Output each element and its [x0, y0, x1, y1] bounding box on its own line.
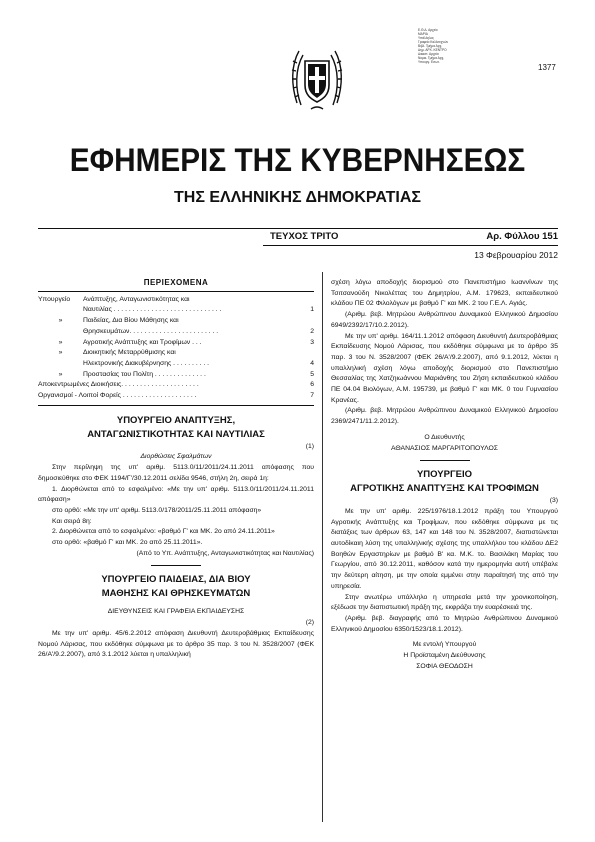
toc-key: » [58, 370, 63, 378]
stamp-line: Γραφείο Καλλιτεχνών [418, 40, 449, 44]
toc-key: » [58, 338, 63, 346]
paragraph: στο ορθό: «βαθμό Γ' και ΜΚ. 2ο από 25.11.2011». [52, 539, 203, 547]
signatory-name: ΣΟΦΙΑ ΘΕΟΔΟΣΗ [416, 662, 473, 670]
decision-number: (2) [305, 619, 314, 627]
ministry-heading [38, 414, 314, 442]
toc-row[interactable] [38, 338, 314, 349]
ministry-heading [38, 573, 314, 601]
paragraph: (Αριθμ. βεβ. Μητρώου Ανθρώπινου Δυναμικού Ελληνικού Δημοσίου 6949/2392/17/10.2.2012). [331, 311, 558, 329]
toc-page [304, 316, 314, 327]
toc-text: Προστασίας του Πολίτη . . . . . . . . . . . . . . [83, 370, 206, 378]
table-of-contents [38, 295, 314, 402]
toc-bottom-rule [38, 405, 314, 406]
toc-page: 7 [310, 392, 314, 400]
toc-page: 3 [310, 338, 314, 346]
paragraph: στο ορθό: «Με την υπ' αριθμ. 5113.0/178/2011/25.11.2011 απόφαση» [52, 506, 262, 514]
stamp-line: Δημ. ΑΡΧ. ΚΕΝΤΡΟ [418, 48, 447, 52]
paragraph: 1. Διορθώνεται από το εσφαλμένο: «Με την υπ' αριθμ. 5113.0/11/2011/24.11.2011 απόφαση» [38, 485, 314, 504]
ministry-heading-line: ΜΑΘΗΣΗΣ ΚΑΙ ΘΡΗΣΚΕΥΜΑΤΩΝ [101, 588, 251, 600]
toc-row[interactable] [38, 316, 314, 327]
right-column [331, 278, 558, 673]
toc-row[interactable] [38, 370, 314, 381]
ministry-heading-line: ΥΠΟΥΡΓΕΙΟ [416, 469, 473, 481]
newspaper-subtitle: ΤΗΣ ΕΛΛΗΝΙΚΗΣ ΔΗΜΟΚΡΑΤΙΑΣ [174, 189, 421, 206]
ministry-heading [331, 468, 558, 496]
section-separator [420, 460, 470, 461]
ministry-heading-line: ΥΠΟΥΡΓΕΙΟ ΠΑΙΔΕΙΑΣ, ΔΙΑ ΒΙΟΥ [101, 574, 251, 586]
toc-row[interactable] [38, 391, 314, 402]
toc-key [38, 327, 83, 338]
toc-text: Παιδείας, Δια Βίου Μάθησης και [83, 317, 179, 325]
toc-row[interactable] [38, 327, 314, 338]
stamp-line: ΜΑΡΙΑ [418, 32, 428, 36]
sub-heading: ΔΙΕΥΘΥΝΣΕΙΣ ΚΑΙ ΓΡΑΦΕΙΑ ΕΚΠΑΙΔΕΥΣΗΣ [107, 608, 245, 616]
paragraph: 2. Διορθώνεται από το εσφαλμένο: «βαθμό Γ' και ΜΚ. 2ο από 24.11.2011» [52, 528, 275, 536]
ministry-heading-line: ΑΝΤΑΓΩΝΙΣΤΙΚΟΤΗΤΑΣ ΚΑΙ ΝΑΥΤΙΛΙΑΣ [87, 428, 265, 440]
stamp-line: Ε.Θ.Δ. Αρχείο [418, 28, 438, 32]
stamp-line: Βιβλ. Τμήμα Αρχ. [418, 44, 443, 48]
column-divider [322, 272, 323, 822]
toc-row[interactable] [38, 295, 314, 306]
toc-page [304, 348, 314, 359]
page-number: 1377 [538, 63, 556, 72]
toc-key: Οργανισμοί - Λοιποί Φορείς . . . . . . . . . . . . . . . . . . . . [38, 392, 197, 400]
ministry-heading-line: ΑΓΡΟΤΙΚΗΣ ΑΝΑΠΤΥΞΗΣ ΚΑΙ ΤΡΟΦΙΜΩΝ [350, 483, 539, 495]
ministry-heading-line: ΥΠΟΥΡΓΕΙΟ ΑΝΑΠΤΥΞΗΣ, [116, 414, 236, 426]
signatory-title: Η Προϊσταμένη Διεύθυνσης [403, 652, 486, 660]
paragraph: Και σειρά 8η: [52, 517, 92, 525]
signatory-title: Ο Διευθυντής [424, 433, 465, 441]
toc-title: ΠΕΡΙΕΧΟΜΕΝΑ [143, 278, 209, 287]
toc-key [38, 305, 83, 316]
toc-text: Ανάπτυξης, Ανταγωνιστικότητας και [83, 295, 190, 303]
coat-of-arms-icon [291, 35, 343, 113]
paragraph: Στην περίληψη της υπ' αριθμ. 5113.0/11/2011/24.11.2011 απόφασης που δημοσιεύθηκε στο ΦΕΚ 1194/Γ'/30.12.2011 σελίδα 9546, στήλη 2η, σειρά 1η: [38, 464, 314, 482]
toc-row[interactable] [38, 359, 314, 370]
toc-rule [38, 291, 314, 292]
section-heading: Διορθώσεις Σφαλμάτων [140, 453, 212, 461]
paragraph: Στην ανωτέρω υπάλληλο η υπηρεσία μετά την χρονικοποίηση, εξέδωσε την διαπιστωτική πράξη της, εκφράζει την ευαρέσκειά της. [331, 593, 558, 612]
toc-key: » [58, 349, 63, 357]
decision-number: (1) [305, 442, 314, 450]
paragraph: (Αριθμ. βεβ. Μητρώου Ανθρώπινου Δυναμικού Ελληνικού Δημοσίου 2369/2471/11.2.2012). [331, 407, 558, 426]
toc-text: Ναυτιλίας . . . . . . . . . . . . . . . . . . . . . . . . . . . . . [83, 306, 222, 314]
toc-text: Διοικητικής Μεταρρύθμισης και [83, 349, 176, 357]
paragraph: (Αριθμ. βεβ. διαγραφής από το Μητρώο Ανθρώπινου Δυναμικού Ελληνικού Δημοσίου 6350/1523/18.1.2012). [331, 614, 558, 633]
toc-row[interactable] [38, 348, 314, 359]
toc-page: 1 [310, 306, 314, 314]
source-note: (Από το Υπ. Ανάπτυξης, Ανταγωνιστικότητας και Ναυτιλίας) [136, 549, 314, 557]
decision-number: (3) [549, 497, 558, 505]
toc-key: Υπουργείο [38, 295, 71, 303]
archive-stamp [418, 28, 476, 64]
paragraph: Με την υπ' αριθμ. 225/1976/18.1.2012 πράξη του Υπουργού Αγροτικής Ανάπτυξης και Τροφίμων, που εκδόθηκε σύμφωνα με τις διατάξεις των άρθρων 63, 147 και 148 του Ν. 3528/2007, διαπιστώνεται αυτοδίκαιη λύση της υπαλληλικής σχέσης της υπαλλήλου του κλάδου ΔΕ2 Βοηθών Εργαστηρίων με βαθμό Β' κα. Μ.Κ. το. Βασιλάκη Μαρίας του Γεωργίου, από 30.12.2011, καθόσον κατά την ημερομηνία αυτή υπέβαλε την δεύτερη αίτηση, με την οποία εμμένει στην παραίτησή της από την υπηρεσία. [331, 507, 558, 590]
toc-key [38, 359, 83, 370]
signatory-title: Με εντολή Υπουργού [412, 641, 477, 649]
issue-number: Αρ. Φύλλου 151 [486, 231, 558, 242]
issue-rule [263, 245, 558, 246]
paragraph: Με την υπ' αριθμ. 164/11.1.2012 απόφαση Διευθυντή Δευτεροβάθμιας Εκπαίδευσης Νομού Λάρισας, που εκδόθηκε σύμφωνα με το άρθρο 35 παρ. 3 του Ν. 3528/2007 (ΦΕΚ 26/Α'/9.2.2007), από 9.1.2012, λύεται η υπαλληλική σχέση λόγω αποδοχής διορισμού στο Πανεπιστήμιο Θεσσαλίας της Χατζηιωάννου Μαριάνθης του Ζήση εκπαιδευτικού κλάδου ΠΕ 04.04 Βιολόγων, Α.Μ. 195739, με βαθμό Γ' και ΜΚ. 0 του Γυμνασίου Κρανέας. [331, 332, 558, 404]
toc-page: 6 [310, 381, 314, 389]
paragraph: Με την υπ' αριθμ. 45/6.2.2012 απόφαση Διευθυντή Δευτεροβάθμιας Εκπαίδευσης Νομού Λάρισας, που εκδόθηκε σύμφωνα με το άρθρο 35 παρ. 3 του Ν. 3528/2007 (ΦΕΚ 26/Α'/9.2.2007), από 3.1.2012 λύεται η υπαλληλική [38, 629, 314, 659]
issue-date: 13 Φεβρουαρίου 2012 [474, 250, 558, 260]
toc-text: Θρησκευμάτων. . . . . . . . . . . . . . . . . . . . . . . . [83, 327, 219, 335]
toc-page: 4 [310, 359, 314, 367]
left-column [38, 278, 314, 661]
paragraph: σχέση λόγω αποδοχής διορισμού στο Πανεπιστήμιο Ιωαννίνων της Τσιτσανούδη Νικολέττας του Δημητρίου, Α.Μ. 179623, εκπαιδευτικού κλάδου ΠΕ 02 Φιλολόγων με βαθμό Γ' και ΜΚ. 2 του Γ.Ε.Λ. Αγιάς. [331, 279, 558, 308]
toc-key: Αποκεντρωμένες Διοικήσεις. . . . . . . . . . . . . . . . . . . . . [38, 381, 199, 389]
toc-page [304, 295, 314, 306]
signatory-name: ΑΘΑΝΑΣΙΟΣ ΜΑΡΓΑΡΙΤΟΠΟΥΛΟΣ [390, 444, 498, 452]
toc-page: 5 [310, 370, 314, 378]
toc-row[interactable] [38, 380, 314, 391]
header-rule [38, 228, 558, 229]
toc-page: 2 [310, 327, 314, 335]
toc-row[interactable] [38, 305, 314, 316]
toc-text: Ηλεκτρονικής Διακυβέρνησης . . . . . . . . . . [83, 359, 210, 367]
stamp-line: Υπουργ. Εσωτ. [418, 60, 440, 64]
issue-part: ΤΕΥΧΟΣ ΤΡΙΤΟ [270, 231, 339, 242]
stamp-line: Νομικ. Τμήμα Αρχ. [418, 56, 445, 60]
section-separator [151, 565, 201, 566]
toc-key: » [58, 317, 63, 325]
stamp-line: Δικαστ. Αρχεία [418, 52, 439, 56]
newspaper-title: ΕΦΗΜΕΡΙΣ ΤΗΣ ΚΥΒΕΡΝΗΣΕΩΣ [69, 142, 526, 178]
stamp-line: Υπάλληλος [418, 36, 434, 40]
toc-text: Αγροτικής Ανάπτυξης και Τροφίμων . . . [83, 338, 202, 346]
